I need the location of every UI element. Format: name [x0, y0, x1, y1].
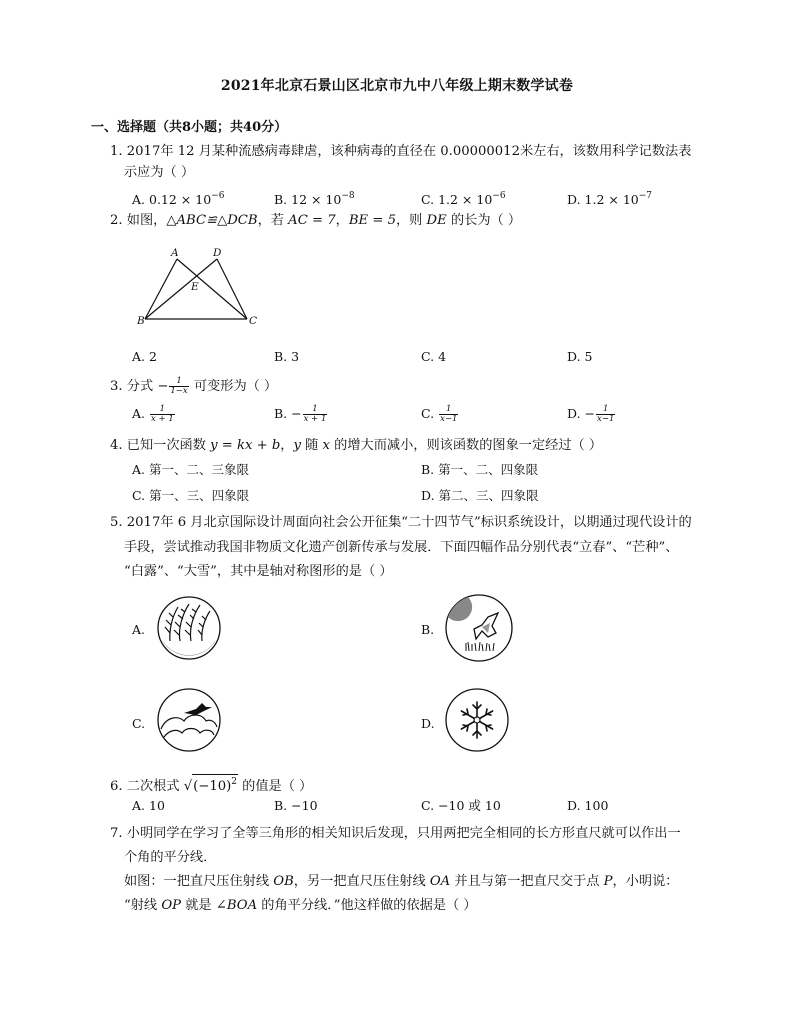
q4-option-c: C. 第一、三、四象限 — [132, 488, 250, 503]
q6-option-b: B. −10 — [274, 798, 318, 813]
q5-line2: 手段，尝试推动我国非物质文化遗产创新传承与发展．下面四幅作品分别代表“立春”、“芒种”、 — [124, 540, 679, 555]
q5-option-c-label: C. — [132, 716, 146, 731]
mangzhong-icon — [444, 593, 514, 663]
q1-option-b: B. $12 \times 10^{-8}$ — [274, 191, 355, 207]
label-b: B — [137, 315, 145, 327]
q3-stem: 3. 分式 − $\frac{1}{1-x}$ 可变形为（ ） — [110, 376, 278, 396]
bailu-icon — [156, 687, 222, 753]
q5-option-b-label: B. — [421, 622, 435, 637]
lichun-icon — [156, 595, 222, 661]
q5-option-a-label: A. — [132, 622, 146, 637]
section-heading: 一、选择题（共8小题；共40分） — [91, 120, 288, 135]
q5-option-d-label: D. — [421, 716, 435, 731]
q4-stem: 4. 已知一次函数 y = kx + b，y 随 x 的增大而减小，则该函数的图象一定经过（ ） — [110, 438, 603, 453]
q4-option-b: B. 第一、二、四象限 — [421, 462, 539, 477]
q5-line1: 5. 2017年 6 月北京国际设计周面向社会公开征集“二十四节气”标识系统设计，以期通过现代设计的 — [110, 515, 692, 530]
q6-option-d: D. 100 — [567, 798, 609, 813]
q7-line4: “射线 OP 就是 ∠BOA 的角平分线．”他这样做的依据是（ ） — [124, 898, 477, 913]
q6-stem: 6. 二次根式 $√(-10)^2$ 的值是（ ） — [110, 774, 312, 796]
q4-option-d: D. 第二、三、四象限 — [421, 488, 539, 503]
q3-option-d: D. − $\frac{1}{x-1}$ — [567, 404, 615, 424]
q6-radical: $(-10)^2$ — [192, 774, 238, 794]
q3-option-c: C. $\frac{1}{x-1}$ — [421, 404, 458, 424]
page-title: 2021年北京石景山区北京市九中八年级上期末数学试卷 — [220, 78, 574, 94]
q7-line3: 如图：一把直尺压住射线 OB，另一把直尺压住射线 OA 并且与第一把直尺交于点 P，小明说： — [124, 874, 679, 889]
segment-ba — [145, 259, 177, 319]
label-a: A — [171, 247, 179, 259]
q1-line1: 1. 2017年 12 月某种流感病毒肆虐，该种病毒的直径在 0.00000012米左右，该数用科学记数法表 — [110, 144, 692, 159]
q3-option-b: B. − $\frac{1}{x + 1}$ — [274, 404, 327, 424]
q3-fraction: $\frac{1}{1-x}$ — [170, 376, 188, 396]
q4-option-a: A. 第一、二、三象限 — [132, 462, 250, 477]
q2-option-d: D. 5 — [567, 349, 593, 364]
q2-option-b: B. 3 — [274, 349, 300, 364]
label-e: E — [191, 281, 199, 293]
q2-stem: 2. 如图，△ABC≌△DCB，若 AC = 7，BE = 5，则 DE 的长为（ ） — [110, 213, 522, 228]
q7-line1: 7. 小明同学在学习了全等三角形的相关知识后发现，只用两把完全相同的长方形直尺就可以作出一 — [110, 826, 681, 841]
q3-option-a: A. $\frac{1}{x + 1}$ — [132, 404, 174, 424]
q6-option-c: C. −10 或 10 — [421, 798, 501, 813]
label-d: D — [213, 247, 222, 259]
segment-bd — [145, 259, 217, 319]
segment-ac — [177, 259, 247, 319]
q5-line3: “白露”、“大雪”，其中是轴对称图形的是（ ） — [124, 564, 393, 579]
label-c: C — [249, 315, 258, 327]
snowflake-icon — [444, 687, 510, 753]
q6-option-a: A. 10 — [132, 798, 165, 813]
q1-option-c: C. $1.2 \times 10^{-6}$ — [421, 191, 506, 207]
q2-option-a: A. 2 — [132, 349, 157, 364]
q7-line2: 个角的平分线． — [124, 850, 217, 865]
q1-option-d: D. $1.2 \times 10^{-7}$ — [567, 191, 653, 207]
q2-option-c: C. 4 — [421, 349, 447, 364]
q1-option-a: A. $0.12 \times 10^{-6}$ — [132, 191, 225, 207]
q2-triangle-figure — [135, 244, 265, 328]
segment-dc — [217, 259, 247, 319]
q1-line2: 示应为（ ） — [124, 165, 195, 180]
